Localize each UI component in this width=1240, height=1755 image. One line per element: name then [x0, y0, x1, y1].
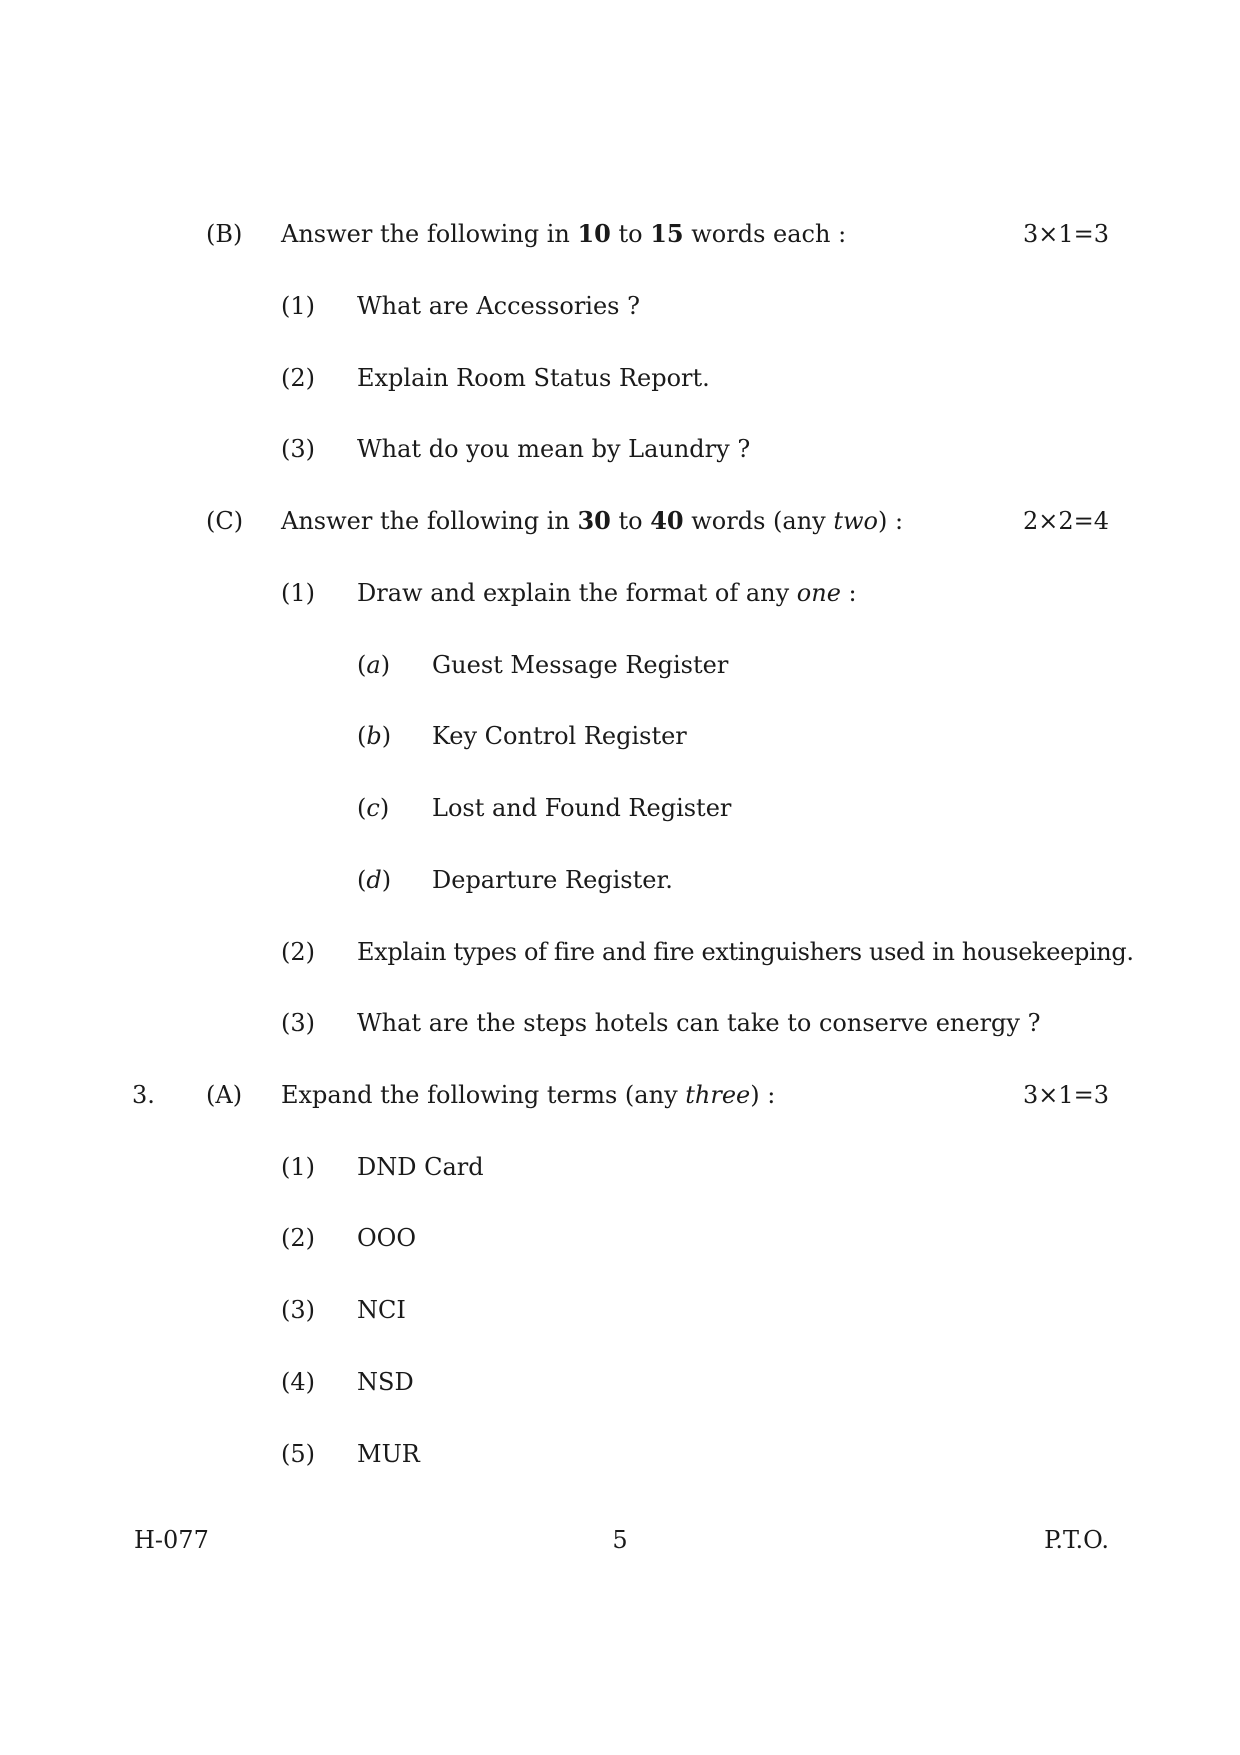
question-item: [0, 286, 1240, 326]
paper-code: H-077: [134, 1526, 209, 1554]
instruction-emphasis: three: [685, 1081, 751, 1109]
option-letter: (a): [357, 651, 391, 679]
question-number: (3): [281, 435, 315, 463]
section-c-marks: 2×2=4: [1022, 507, 1109, 535]
question-3-header: [0, 1075, 1240, 1115]
instruction-text: Expand the following terms (any: [281, 1081, 686, 1109]
section-c-header: [0, 501, 1240, 541]
section-b-header: [0, 214, 1240, 254]
question-text: What are the steps hotels can take to conserve energy ?: [357, 1009, 1041, 1037]
question-item: [0, 932, 1240, 972]
option-item: [0, 860, 1240, 900]
section-b-instruction: [281, 214, 846, 254]
term-text: DND Card: [357, 1153, 484, 1181]
option-letter-text: d: [366, 866, 382, 894]
question-text-part: Draw and explain the format of any: [357, 579, 797, 607]
question-item: [0, 1003, 1240, 1043]
instruction-text: ) :: [750, 1081, 776, 1109]
question-item: [0, 429, 1240, 469]
question-text: Explain Room Status Report.: [357, 364, 710, 392]
term-text: NSD: [357, 1368, 414, 1396]
question-item: [0, 573, 1240, 613]
instruction-max-words: 15: [650, 219, 684, 248]
option-text: Key Control Register: [432, 722, 687, 750]
section-c-instruction: [281, 501, 903, 541]
term-number: (2): [281, 1224, 315, 1252]
question-text: What are Accessories ?: [357, 292, 640, 320]
option-item: [0, 645, 1240, 685]
option-letter: (b): [357, 722, 392, 750]
instruction-min-words: 10: [577, 219, 611, 248]
section-b-marks: 3×1=3: [1022, 220, 1109, 248]
instruction-max-words: 40: [650, 506, 684, 535]
term-item: [0, 1362, 1240, 1402]
option-letter: (d): [357, 866, 392, 894]
question-text: What do you mean by Laundry ?: [357, 435, 751, 463]
page-footer: [0, 1520, 1240, 1560]
instruction-min-words: 30: [577, 506, 611, 535]
term-text: OOO: [357, 1224, 417, 1252]
term-number: (5): [281, 1440, 315, 1468]
question-3-instruction: [281, 1075, 775, 1115]
question-number: (2): [281, 364, 315, 392]
term-number: (1): [281, 1153, 315, 1181]
option-text: Guest Message Register: [432, 651, 729, 679]
term-item: [0, 1218, 1240, 1258]
question-emphasis: one: [796, 579, 841, 607]
question-number: (1): [281, 579, 315, 607]
page-number: 5: [612, 1526, 628, 1554]
option-item: [0, 716, 1240, 756]
instruction-text: Answer the following in: [281, 220, 578, 248]
question-text-part: :: [840, 579, 857, 607]
term-item: [0, 1290, 1240, 1330]
term-number: (4): [281, 1368, 315, 1396]
term-text: MUR: [357, 1440, 420, 1468]
instruction-text: words each :: [683, 220, 847, 248]
option-text: Lost and Found Register: [432, 794, 732, 822]
question-number: (2): [281, 938, 315, 966]
term-item: [0, 1434, 1240, 1474]
instruction-text: to: [610, 220, 651, 248]
option-text: Departure Register.: [432, 866, 673, 894]
section-b-label: (B): [206, 220, 243, 248]
instruction-emphasis: two: [833, 507, 878, 535]
instruction-text: Answer the following in: [281, 507, 578, 535]
instruction-text: to: [610, 507, 651, 535]
option-letter-text: b: [366, 722, 382, 750]
option-item: [0, 788, 1240, 828]
question-item: [0, 358, 1240, 398]
term-item: [0, 1147, 1240, 1187]
option-letter-text: a: [366, 651, 381, 679]
question-3-label: (A): [206, 1081, 243, 1109]
question-text: [357, 573, 857, 613]
instruction-text: ) :: [877, 507, 904, 535]
option-letter: (c): [357, 794, 390, 822]
question-text: Explain types of fire and fire extinguishers used in housekeeping.: [357, 938, 1134, 966]
term-number: (3): [281, 1296, 315, 1324]
question-3-number: 3.: [132, 1081, 155, 1109]
question-3-marks: 3×1=3: [1022, 1081, 1109, 1109]
question-number: (3): [281, 1009, 315, 1037]
question-number: (1): [281, 292, 315, 320]
pto-marker: P.T.O.: [1044, 1526, 1109, 1554]
section-c-label: (C): [206, 507, 244, 535]
term-text: NCI: [357, 1296, 406, 1324]
instruction-text: words (any: [683, 507, 834, 535]
option-letter-text: c: [366, 794, 380, 822]
